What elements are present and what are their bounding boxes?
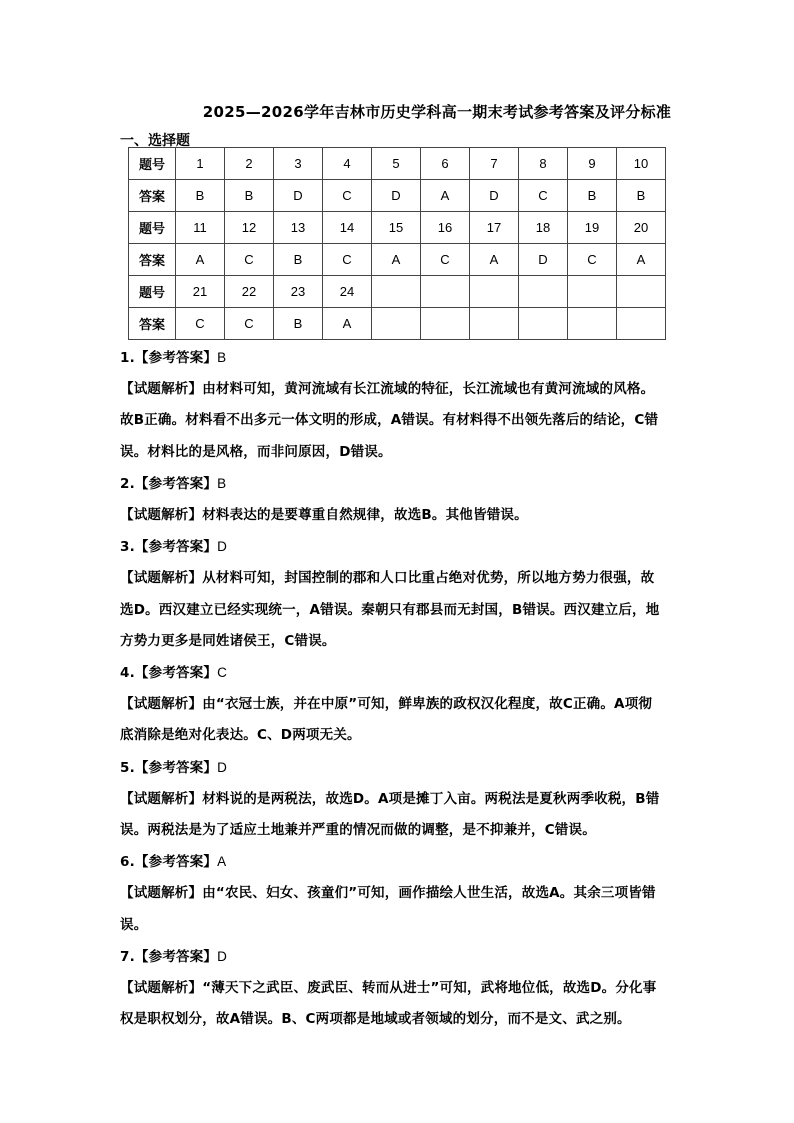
analysis-line: 【试题解析】“薄天下之武臣、废武臣、转而从进士”可知，武将地位低，故选D。分化事: [120, 980, 657, 997]
analysis-line: 故B正确。材料看不出多元一体文明的形成，A错误。有材料得不出领先落后的结论，C错: [120, 412, 659, 429]
table-cell: 1: [176, 148, 225, 180]
table-cell: C: [519, 180, 568, 212]
table-cell: [519, 308, 568, 340]
table-cell: C: [225, 244, 274, 276]
analysis-list: [120, 342, 680, 1035]
table-cell: 18: [519, 212, 568, 244]
table-cell: 6: [421, 148, 470, 180]
table-cell: 16: [421, 212, 470, 244]
analysis-line: 【试题解析】材料表达的是要尊重自然规律，故选B。其他皆错误。: [120, 507, 528, 524]
table-cell: [421, 276, 470, 308]
table-cell: [617, 308, 666, 340]
analysis-line: 选D。西汉建立已经实现统一，A错误。秦朝只有郡县而无封国，B错误。西汉建立后，地: [120, 601, 660, 618]
answer-letter: D: [217, 539, 228, 555]
question-answer-line: [120, 531, 680, 563]
table-cell: 5: [372, 148, 421, 180]
answer-letter: A: [217, 854, 227, 870]
table-row: [129, 308, 666, 340]
table-cell: D: [519, 244, 568, 276]
answer-ref: 6.【参考答案】: [120, 854, 218, 871]
document-title: 2025—2026学年吉林市历史学科高一期末考试参考答案及评分标准: [202, 103, 672, 121]
question-answer-line: [120, 468, 680, 500]
table-cell: 10: [617, 148, 666, 180]
analysis-line: 误。材料比的是风格，而非问原因，D错误。: [120, 443, 392, 460]
table-cell: 3: [274, 148, 323, 180]
table-cell: B: [225, 180, 274, 212]
table-cell: 17: [470, 212, 519, 244]
table-cell: A: [323, 308, 372, 340]
table-cell: D: [470, 180, 519, 212]
table-cell: A: [176, 244, 225, 276]
table-cell: 20: [617, 212, 666, 244]
table-cell: D: [372, 180, 421, 212]
table-cell: 2: [225, 148, 274, 180]
analysis-line: 【试题解析】从材料可知，封国控制的郡和人口比重占绝对优势，所以地方势力很强，故: [120, 570, 655, 587]
question-answer-line: [120, 752, 680, 784]
table-cell: 8: [519, 148, 568, 180]
table-cell: 21: [176, 276, 225, 308]
table-cell: A: [372, 244, 421, 276]
table-cell: C: [421, 244, 470, 276]
table-cell: [372, 276, 421, 308]
analysis-line: 底消除是绝对化表达。C、D两项无关。: [120, 727, 361, 744]
table-cell: A: [470, 244, 519, 276]
table-cell: 12: [225, 212, 274, 244]
question-answer-line: [120, 657, 680, 689]
answer-letter: B: [217, 350, 227, 365]
answer-letter: D: [217, 759, 228, 775]
table-cell: 24: [323, 276, 372, 308]
answer-ref: 1.【参考答案】: [120, 350, 218, 366]
answer-ref: 5.【参考答案】: [120, 759, 218, 776]
table-cell: 4: [323, 148, 372, 180]
table-cell: 19: [568, 212, 617, 244]
table-row: [129, 244, 666, 276]
table-cell: [372, 308, 421, 340]
table-cell: B: [176, 180, 225, 212]
table-cell: [617, 276, 666, 308]
row-label: 题号: [129, 276, 176, 308]
table-cell: 7: [470, 148, 519, 180]
question-answer-line: [120, 941, 680, 973]
table-cell: D: [274, 180, 323, 212]
table-cell: [568, 276, 617, 308]
answer-ref: 2.【参考答案】: [120, 475, 218, 492]
table-cell: B: [617, 180, 666, 212]
analysis-line: 方势力更多是同姓诸侯王，C错误。: [120, 632, 336, 649]
answer-ref: 3.【参考答案】: [120, 539, 218, 556]
table-cell: A: [617, 244, 666, 276]
table-cell: 13: [274, 212, 323, 244]
table-cell: [421, 308, 470, 340]
answer-ref: 7.【参考答案】: [120, 948, 218, 965]
table-cell: C: [323, 180, 372, 212]
table-cell: C: [225, 308, 274, 340]
question-answer-line: [120, 846, 680, 878]
table-cell: 11: [176, 212, 225, 244]
row-label: 答案: [129, 308, 176, 340]
table-cell: C: [323, 244, 372, 276]
answer-letter: D: [217, 948, 228, 964]
row-label: 答案: [129, 244, 176, 276]
table-cell: C: [176, 308, 225, 340]
table-cell: B: [568, 180, 617, 212]
table-cell: A: [421, 180, 470, 212]
question-answer-line: [120, 342, 680, 374]
answer-letter: C: [217, 665, 228, 681]
table-cell: 23: [274, 276, 323, 308]
analysis-line: 权是职权划分，故A错误。B、C两项都是地域或者领域的划分，而不是文、武之别。: [120, 1011, 631, 1028]
table-cell: 14: [323, 212, 372, 244]
table-cell: [519, 276, 568, 308]
row-label: 答案: [129, 180, 176, 212]
answer-ref: 4.【参考答案】: [120, 665, 218, 682]
table-cell: [470, 308, 519, 340]
table-cell: 22: [225, 276, 274, 308]
analysis-line: 误。两税法是为了适应土地兼并严重的情况而做的调整，是不抑兼并，C错误。: [120, 822, 596, 839]
table-row: [129, 148, 666, 180]
analysis-line: 【试题解析】由材料可知，黄河流域有长江流域的特征，长江流域也有黄河流域的风格。: [120, 381, 655, 398]
section-heading: 一、选择题: [120, 133, 190, 149]
analysis-line: 【试题解析】由“衣冠士族，并在中原”可知，鲜卑族的政权汉化程度，故C正确。A项彻: [120, 696, 653, 713]
table-cell: [568, 308, 617, 340]
analysis-line: 误。: [120, 916, 148, 933]
table-cell: 15: [372, 212, 421, 244]
table-cell: [470, 276, 519, 308]
row-label: 题号: [129, 212, 176, 244]
row-label: 题号: [129, 148, 176, 180]
table-cell: B: [274, 308, 323, 340]
table-row: [129, 212, 666, 244]
table-row: [129, 180, 666, 212]
answer-table: [128, 147, 666, 340]
table-cell: 9: [568, 148, 617, 180]
table-row: [129, 276, 666, 308]
analysis-line: 【试题解析】材料说的是两税法，故选D。A项是摊丁入亩。两税法是夏秋两季收税，B错: [120, 790, 660, 807]
answer-letter: B: [217, 475, 227, 491]
table-cell: C: [568, 244, 617, 276]
table-cell: B: [274, 244, 323, 276]
analysis-line: 【试题解析】由“农民、妇女、孩童们”可知，画作描绘人世生活，故选A。其余三项皆错: [120, 885, 656, 902]
